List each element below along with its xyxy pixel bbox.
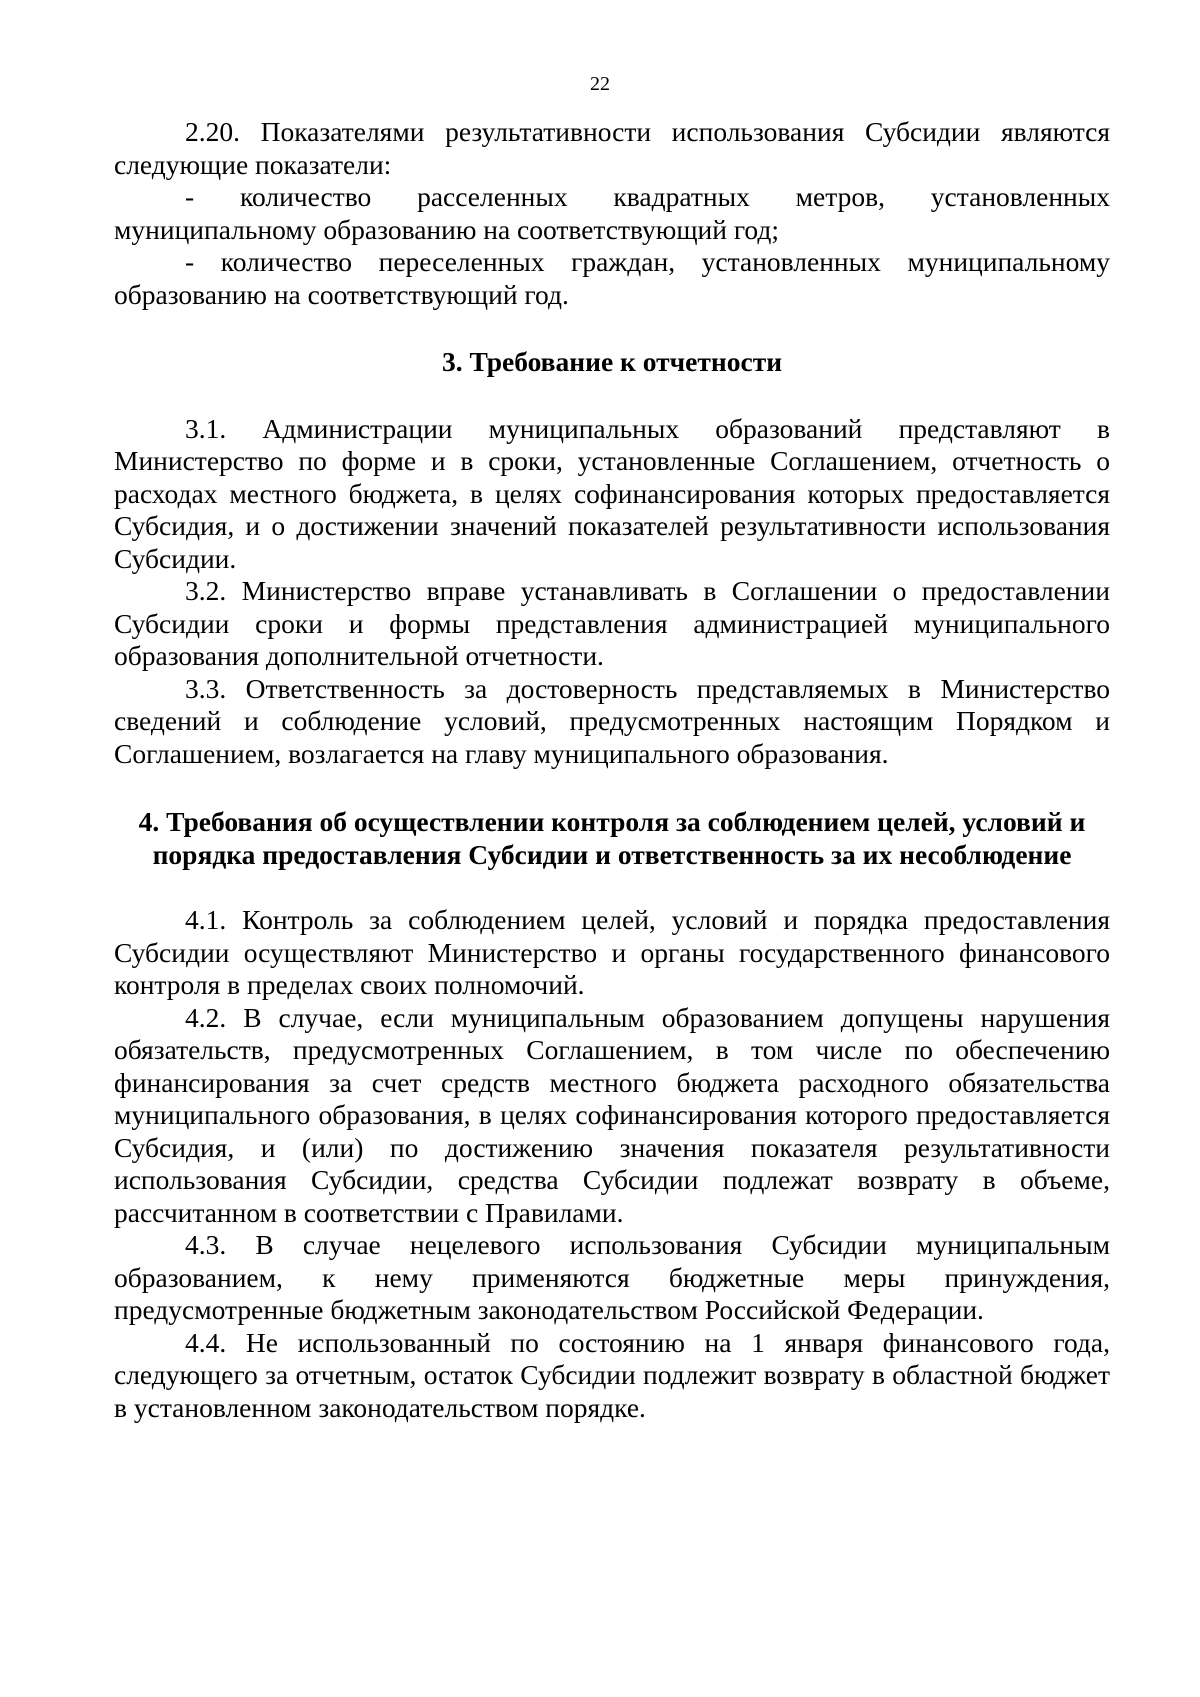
paragraph-4-1: 4.1. Контроль за соблюдением целей, условий и порядка предоставления Субсидии осуществляют Министерство и органы государственного финансового контроля в пределах своих полномочий. xyxy=(114,904,1110,1000)
paragraph-4-2: 4.2. В случае, если муниципальным образованием допущены нарушения обязательств, предусмотренных Соглашением, в том числе по обеспечению финансирования за счет средств местного бюджета расходного обязательства муниципального образования, в целях софинансирования которого предоставляется Субсидия, и (или) по достижению значения показателя результативности использования Субсидии, средства Субсидии подлежат возврату в объеме, рассчитанном в соответствии с Правилами. xyxy=(114,1001,1110,1228)
spacer xyxy=(114,311,1110,346)
paragraph-4-4: 4.4. Не использованный по состоянию на 1 января финансового года, следующего за отчетным, остаток Субсидии подлежит возврату в областной бюджет в установленном законодательством порядке. xyxy=(114,1326,1110,1423)
spacer xyxy=(114,871,1110,904)
page-number: 22 xyxy=(590,73,610,95)
document-body xyxy=(114,116,1110,1424)
spacer xyxy=(114,379,1110,413)
paragraph-4-3: 4.3. В случае нецелевого использования Субсидии муниципальным образованием, к нему применяются бюджетные меры принуждения, предусмотренные бюджетным законодательством Российской Федерации. xyxy=(114,1229,1110,1325)
paragraph-2-20: 2.20. Показателями результативности использования Субсидии являются следующие показатели: xyxy=(114,116,1110,180)
bullet-resettled-citizens: - количество переселенных граждан, установленных муниципальному образованию на соответствующий год. xyxy=(114,246,1110,310)
section-4-heading: 4. Требования об осуществлении контроля за соблюдением целей, условий и порядка предоставления Субсидии и ответственность за их несоблюдение xyxy=(138,806,1086,870)
paragraph-3-3: 3.3. Ответственность за достоверность представляемых в Министерство сведений и соблюдение условий, предусмотренных настоящим Порядком и Соглашением, возлагается на главу муниципального образования. xyxy=(114,672,1110,769)
bullet-resettled-square-meters: - количество расселенных квадратных метров, установленных муниципальному образованию на соответствующий год; xyxy=(114,181,1110,245)
paragraph-3-1: 3.1. Администрации муниципальных образований представляют в Министерство по форме и в сроки, установленные Соглашением, отчетность о расходах местного бюджета, в целях софинансирования которых предоставляется Субсидия, и о достижении значений показателей результативности использования Субсидии. xyxy=(114,412,1110,574)
paragraph-3-2: 3.2. Министерство вправе устанавливать в Соглашении о предоставлении Субсидии сроки и формы представления администрацией муниципального образования дополнительной отчетности. xyxy=(114,575,1110,671)
spacer xyxy=(114,770,1110,806)
section-3-heading: 3. Требование к отчетности xyxy=(441,346,783,377)
